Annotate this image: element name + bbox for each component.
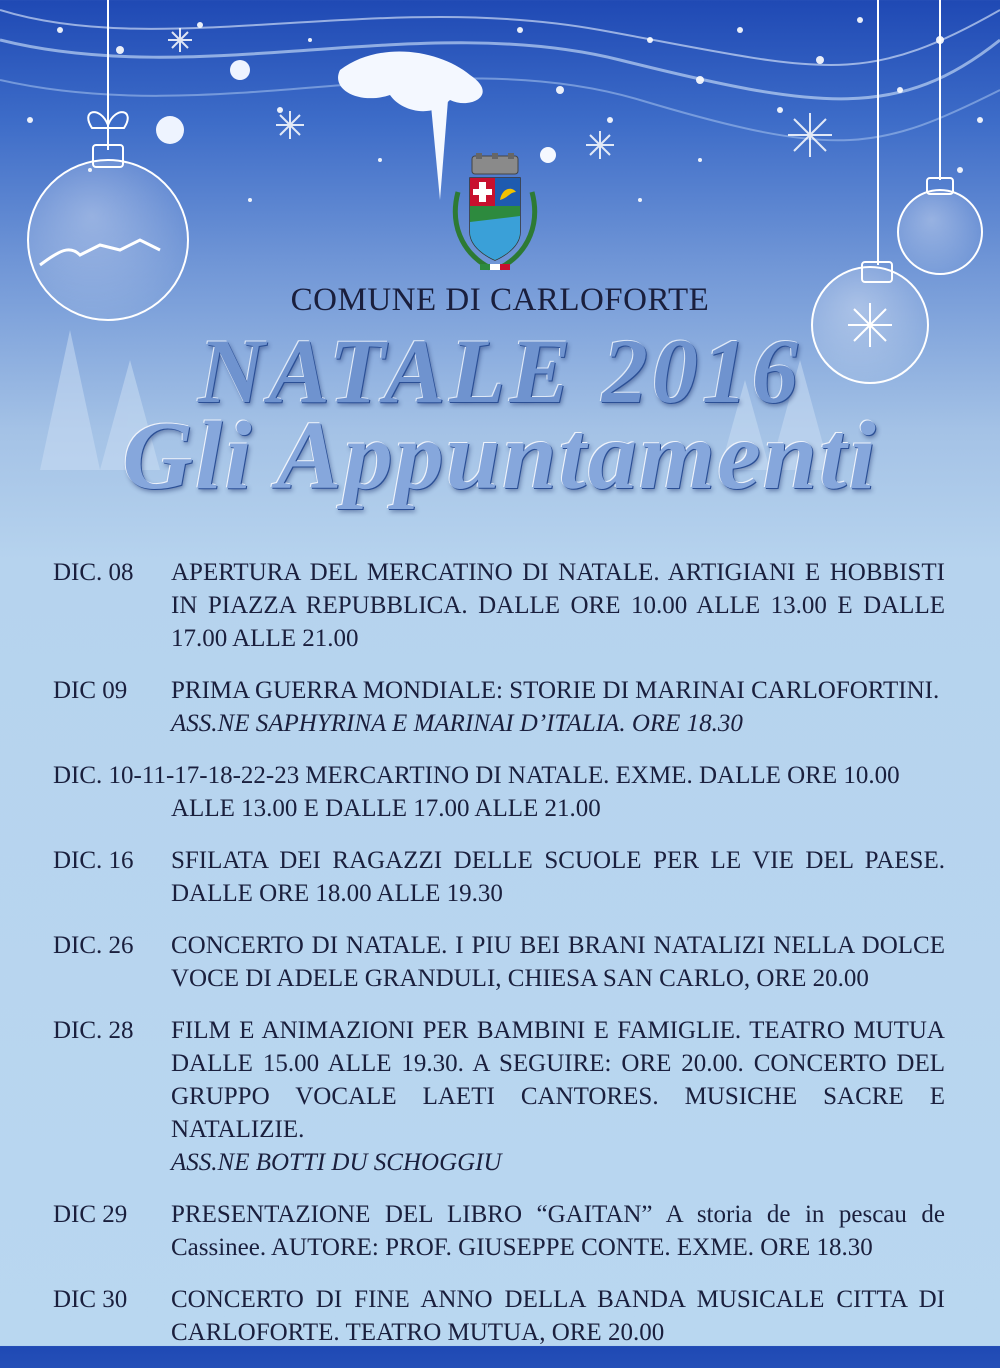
event-text: CONCERTO DI NATALE. I PIU BEI BRANI NATALIZI NELLA DOLCE VOCE DI ADELE GRANDULI, CHIESA SAN CARLO, ORE 20.00 <box>171 932 945 992</box>
event-date: DIC. 16 <box>53 847 134 874</box>
event-organizer: ASS.NE SAPHYRINA E MARINAI D’ITALIA. ORE 18.30 <box>171 710 743 737</box>
event-date: DIC. 10-11-17-18-22-23 <box>53 762 300 789</box>
event-organizer: ASS.NE BOTTI DU SCHOGGIU <box>171 1149 502 1176</box>
event-item <box>53 674 945 740</box>
municipality-name: COMUNE DI CARLOFORTE <box>290 282 710 318</box>
event-text: MERCARTINO DI NATALE. EXME. DALLE ORE 10.00 <box>305 762 900 789</box>
event-text: PRESENTAZIONE DEL LIBRO “GAITAN” A storia de in pescau de Cassinee. AUTORE: PROF. GIUSEPPE CONTE. EXME. ORE 18.30 <box>171 1201 945 1261</box>
event-description <box>171 1283 945 1349</box>
event-date: DIC. 08 <box>53 559 134 586</box>
event-item <box>53 556 945 655</box>
event-date: DIC. 26 <box>53 932 134 959</box>
event-description <box>171 556 945 655</box>
event-item <box>53 844 945 910</box>
event-item <box>53 929 945 995</box>
event-item <box>53 1198 945 1264</box>
event-item <box>53 1283 945 1349</box>
event-text: SFILATA DEI RAGAZZI DELLE SCUOLE PER LE VIE DEL PAESE. DALLE ORE 18.00 ALLE 19.30 <box>171 847 945 907</box>
event-item <box>53 1014 945 1179</box>
event-text: CONCERTO DI FINE ANNO DELLA BANDA MUSICALE CITTA DI CARLOFORTE. TEATRO MUTUA, ORE 20.00 <box>171 1286 945 1346</box>
events-list <box>53 556 945 1368</box>
carloforte-coat-of-arms <box>440 152 550 280</box>
event-date: DIC 30 <box>53 1286 128 1313</box>
event-text: APERTURA DEL MERCATINO DI NATALE. ARTIGIANI E HOBBISTI IN PIAZZA REPUBBLICA. DALLE ORE 10.00 ALLE 13.00 E DALLE 17.00 ALLE 21.00 <box>171 559 945 652</box>
ornament-left <box>28 0 188 320</box>
event-description <box>171 929 945 995</box>
header-banner <box>0 0 1000 540</box>
title-gli-appuntamenti: Gli Appuntamenti <box>122 402 878 510</box>
event-description <box>171 674 945 740</box>
event-date: DIC 29 <box>53 1201 128 1228</box>
event-description <box>171 1014 945 1179</box>
event-text: PRIMA GUERRA MONDIALE: STORIE DI MARINAI CARLOFORTINI. <box>171 677 940 704</box>
event-date: DIC 09 <box>53 677 128 704</box>
event-text-continued: ALLE 13.00 E DALLE 17.00 ALLE 21.00 <box>171 795 601 822</box>
event-description <box>171 1198 945 1264</box>
event-text: FILM E ANIMAZIONI PER BAMBINI E FAMIGLIE. TEATRO MUTUA DALLE 15.00 ALLE 19.30. A SEGUIRE: ORE 20.00. CONCERTO DEL GRUPPO VOCALE LAETI CANTORES. MUSICHE SACRE E NATALIZIE. <box>171 1017 945 1143</box>
title-natale-2016: NATALE 2016 <box>198 320 802 422</box>
event-date: DIC. 28 <box>53 1017 134 1044</box>
event-item <box>53 759 945 825</box>
event-description <box>171 844 945 910</box>
